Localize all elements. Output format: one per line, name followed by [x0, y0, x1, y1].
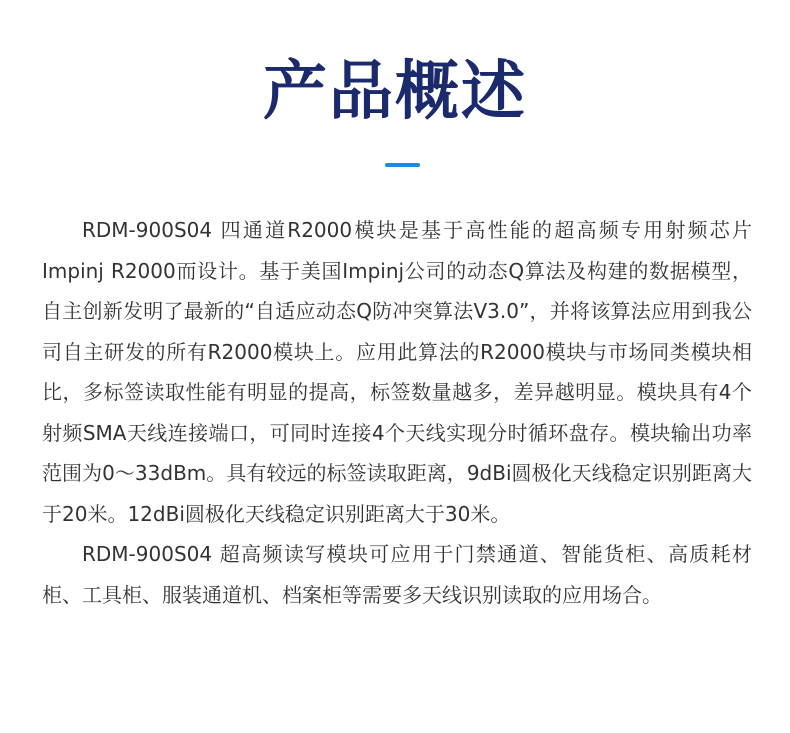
page-title: 产品概述	[263, 55, 527, 129]
overview-paragraph-1: RDM-900S04 四通道R2000模块是基于高性能的超高频专用射频芯片Impinj R2000而设计。基于美国Impinj公司的动态Q算法及构建的数据模型，自主创新发明了最新的“自适应动态Q防冲突算法V3.0”，并将该算法应用到我公司自主研发的所有R2000模块上。应用此算法的R2000模块与市场同类模块相比，多标签读取性能有明显的提高，标签数量越多，差异越明显。模块具有4个射频SMA天线连接端口，可同时连接4个天线实现分时循环盘存。模块输出功率范围为0～33dBm。具有较远的标签读取距离，9dBi圆极化天线稳定识别距离大于20米。12dBi圆极化天线稳定识别距离大于30米。	[42, 218, 752, 526]
title-underline-accent	[385, 163, 420, 167]
overview-content	[42, 210, 752, 615]
overview-paragraph-2: RDM-900S04 超高频读写模块可应用于门禁通道、智能货柜、高质耗材柜、工具柜、服装通道机、档案柜等需要多天线识别读取的应用场合。	[42, 542, 752, 607]
